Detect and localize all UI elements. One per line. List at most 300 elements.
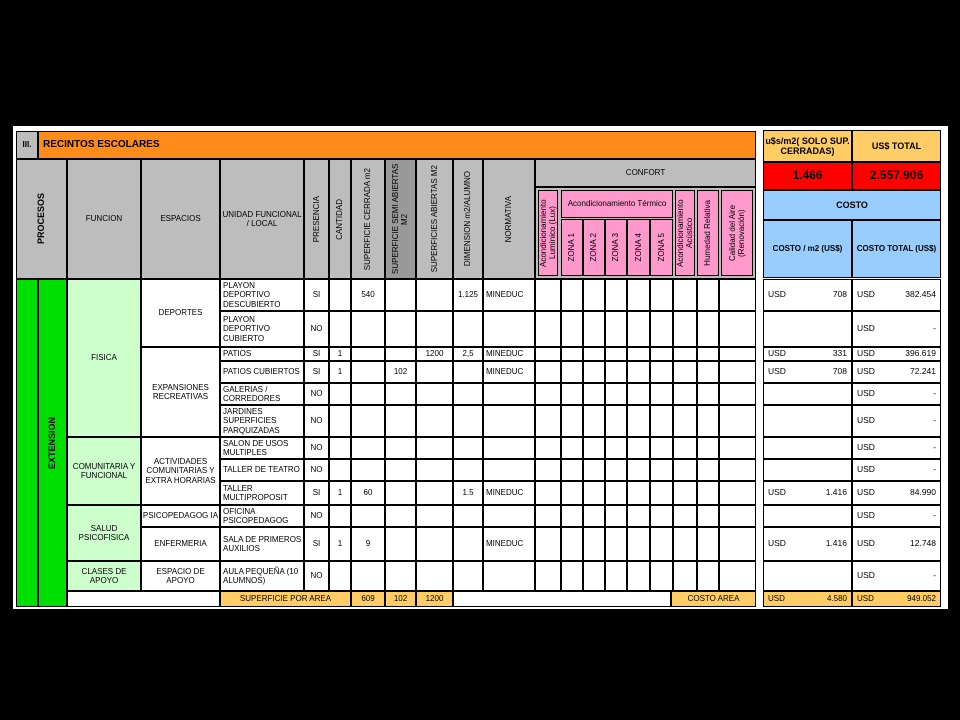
- row-confort-cell: [719, 561, 756, 591]
- row-dimension: [453, 561, 483, 591]
- row-normativa: MINEDUC: [483, 481, 535, 505]
- row-confort-cell: [535, 481, 561, 505]
- row-unidad: TALLER DE TEATRO: [220, 459, 304, 481]
- row-confort-cell: [605, 347, 627, 361]
- header-espacios: ESPACIOS: [141, 159, 220, 279]
- total-value: 2.557.906: [852, 162, 941, 190]
- row-costo-total: -: [882, 505, 941, 527]
- espacio-enfermeria: ENFERMERIA: [141, 527, 220, 561]
- row-confort-cell: [650, 361, 673, 383]
- row-presencia: NO: [304, 405, 329, 437]
- header-cantidad: CANTIDAD: [329, 159, 351, 279]
- row-costo-total: -: [882, 561, 941, 591]
- proceso-label: EXTENSION: [38, 279, 67, 607]
- row-usd-1: [763, 505, 793, 527]
- header-acustico: Acondicionamiento Acústico: [675, 190, 695, 276]
- row-unidad: PATIOS: [220, 347, 304, 361]
- row-sup-abiertas: [416, 459, 453, 481]
- header-zona-1: ZONA 1: [561, 219, 583, 276]
- header-zona-4: ZONA 4: [627, 219, 650, 276]
- row-sup-semi: [385, 527, 416, 561]
- row-usd-1: [763, 561, 793, 591]
- row-confort-cell: [650, 437, 673, 459]
- row-costo-m2: [793, 437, 852, 459]
- totals-semi: 102: [385, 591, 416, 607]
- row-sup-abiertas: [416, 437, 453, 459]
- row-sup-semi: [385, 311, 416, 347]
- row-confort-cell: [719, 481, 756, 505]
- row-presencia: SI: [304, 481, 329, 505]
- row-confort-cell: [697, 311, 719, 347]
- row-confort-cell: [535, 505, 561, 527]
- row-confort-cell: [673, 481, 697, 505]
- header-confort: CONFORT: [535, 159, 756, 187]
- row-confort-cell: [561, 527, 583, 561]
- row-sup-semi: [385, 561, 416, 591]
- row-unidad: SALA DE PRIMEROS AUXILIOS: [220, 527, 304, 561]
- row-confort-cell: [535, 527, 561, 561]
- cost-per-m2-label: u$s/m2( SOLO SUP. CERRADAS): [763, 130, 852, 162]
- row-confort-cell: [719, 361, 756, 383]
- row-confort-cell: [673, 311, 697, 347]
- row-confort-cell: [650, 527, 673, 561]
- row-sup-abiertas: [416, 361, 453, 383]
- row-sup-semi: 102: [385, 361, 416, 383]
- espacio-psicopedagogia: PSICOPEDAGOG IA: [141, 505, 220, 527]
- row-confort-cell: [583, 279, 605, 311]
- row-sup-cerrada: 9: [351, 527, 385, 561]
- header-presencia: PRESENCIA: [304, 159, 329, 279]
- row-costo-total: 12.748: [882, 527, 941, 561]
- row-usd-1: USD: [763, 481, 793, 505]
- row-sup-cerrada: [351, 459, 385, 481]
- header-normativa: NORMATIVA: [483, 159, 535, 279]
- row-usd-1: USD: [763, 361, 793, 383]
- row-confort-cell: [650, 383, 673, 405]
- header-funcion: FUNCION: [67, 159, 141, 279]
- row-confort-cell: [627, 347, 650, 361]
- row-normativa: [483, 437, 535, 459]
- row-usd-2: USD: [852, 505, 882, 527]
- row-confort-cell: [673, 527, 697, 561]
- row-confort-cell: [535, 459, 561, 481]
- row-confort-cell: [605, 361, 627, 383]
- row-costo-total: -: [882, 437, 941, 459]
- row-confort-cell: [583, 361, 605, 383]
- header-zona-2: ZONA 2: [583, 219, 605, 276]
- row-dimension: [453, 405, 483, 437]
- row-dimension: [453, 311, 483, 347]
- row-costo-m2: [793, 405, 852, 437]
- row-sup-abiertas: [416, 383, 453, 405]
- row-confort-cell: [697, 505, 719, 527]
- totals-label: SUPERFICIE POR AREA: [220, 591, 351, 607]
- section-number: III.: [16, 131, 38, 159]
- header-zona-5: ZONA 5: [650, 219, 673, 276]
- row-usd-2: USD: [852, 459, 882, 481]
- row-costo-m2: 1.416: [793, 527, 852, 561]
- row-unidad: AULA PEQUEÑA (10 ALUMNOS): [220, 561, 304, 591]
- row-sup-abiertas: [416, 561, 453, 591]
- funcion-comunitaria: COMUNITARIA Y FUNCIONAL: [67, 437, 141, 505]
- row-confort-cell: [673, 505, 697, 527]
- row-usd-1: [763, 311, 793, 347]
- row-sup-abiertas: [416, 505, 453, 527]
- row-confort-cell: [650, 481, 673, 505]
- row-presencia: NO: [304, 383, 329, 405]
- row-sup-semi: [385, 405, 416, 437]
- row-confort-cell: [673, 347, 697, 361]
- row-confort-cell: [627, 527, 650, 561]
- row-presencia: NO: [304, 505, 329, 527]
- costo-total-header: COSTO TOTAL (US$): [852, 220, 941, 278]
- row-costo-m2: [793, 505, 852, 527]
- row-costo-m2: 708: [793, 279, 852, 311]
- row-confort-cell: [605, 505, 627, 527]
- row-dimension: 1.125: [453, 279, 483, 311]
- row-normativa: [483, 459, 535, 481]
- row-confort-cell: [561, 505, 583, 527]
- row-cantidad: [329, 437, 351, 459]
- row-confort-cell: [535, 361, 561, 383]
- row-confort-cell: [561, 561, 583, 591]
- row-confort-cell: [583, 527, 605, 561]
- header-sup-abiertas: SUPERFICIES ABIERTAS M2: [416, 159, 453, 279]
- row-costo-m2: 708: [793, 361, 852, 383]
- totals-blank: [67, 591, 220, 607]
- row-confort-cell: [583, 459, 605, 481]
- row-cantidad: 1: [329, 527, 351, 561]
- row-confort-cell: [650, 405, 673, 437]
- row-confort-cell: [535, 561, 561, 591]
- row-normativa: [483, 311, 535, 347]
- row-confort-cell: [605, 311, 627, 347]
- totals-costo-label: COSTO AREA: [671, 591, 756, 607]
- row-confort-cell: [719, 405, 756, 437]
- row-confort-cell: [561, 383, 583, 405]
- row-costo-total: -: [882, 459, 941, 481]
- row-sup-semi: [385, 347, 416, 361]
- row-confort-cell: [697, 383, 719, 405]
- row-confort-cell: [627, 437, 650, 459]
- row-confort-cell: [535, 311, 561, 347]
- row-confort-cell: [673, 405, 697, 437]
- row-confort-cell: [583, 311, 605, 347]
- row-presencia: NO: [304, 459, 329, 481]
- row-confort-cell: [673, 437, 697, 459]
- row-confort-cell: [627, 561, 650, 591]
- totals-abiertas: 1200: [416, 591, 453, 607]
- row-confort-cell: [650, 347, 673, 361]
- funcion-clases-apoyo: CLASES DE APOYO: [67, 561, 141, 591]
- row-normativa: [483, 405, 535, 437]
- row-presencia: SI: [304, 347, 329, 361]
- espacio-actividades: ACTIVIDADES COMUNITARIAS Y EXTRA HORARIAS: [141, 437, 220, 505]
- row-sup-cerrada: [351, 505, 385, 527]
- section-title: RECINTOS ESCOLARES: [38, 131, 756, 159]
- row-sup-cerrada: [351, 561, 385, 591]
- row-unidad: JARDINES SUPERFICIES PARQUIZADAS: [220, 405, 304, 437]
- row-confort-cell: [605, 405, 627, 437]
- row-confort-cell: [561, 405, 583, 437]
- row-normativa: [483, 505, 535, 527]
- header-termico: Acondicionamiento Térmico: [561, 190, 673, 218]
- row-confort-cell: [697, 347, 719, 361]
- row-unidad: PLAYON DEPORTIVO CUBIERTO: [220, 311, 304, 347]
- row-confort-cell: [605, 481, 627, 505]
- row-confort-cell: [627, 405, 650, 437]
- row-confort-cell: [673, 459, 697, 481]
- row-cantidad: [329, 279, 351, 311]
- row-costo-total: 84.990: [882, 481, 941, 505]
- row-usd-2: USD: [852, 279, 882, 311]
- row-sup-abiertas: [416, 527, 453, 561]
- row-usd-1: USD: [763, 347, 793, 361]
- row-confort-cell: [650, 311, 673, 347]
- funcion-fisica: FISICA: [67, 279, 141, 437]
- row-confort-cell: [535, 347, 561, 361]
- row-confort-cell: [719, 311, 756, 347]
- row-confort-cell: [627, 383, 650, 405]
- row-unidad: GALERIAS / CORREDORES: [220, 383, 304, 405]
- row-unidad: SALON DE USOS MULTIPLES: [220, 437, 304, 459]
- row-confort-cell: [583, 405, 605, 437]
- row-costo-m2: [793, 459, 852, 481]
- row-confort-cell: [583, 481, 605, 505]
- row-confort-cell: [627, 459, 650, 481]
- row-confort-cell: [673, 361, 697, 383]
- espacio-deportes: DEPORTES: [141, 279, 220, 347]
- row-costo-m2: 1.416: [793, 481, 852, 505]
- row-confort-cell: [627, 505, 650, 527]
- row-cantidad: [329, 561, 351, 591]
- row-cantidad: [329, 383, 351, 405]
- row-normativa: MINEDUC: [483, 347, 535, 361]
- row-presencia: NO: [304, 437, 329, 459]
- header-sup-cerrada: SUPERFICIE CERRADA m2: [351, 159, 385, 279]
- row-costo-total: 72.241: [882, 361, 941, 383]
- row-confort-cell: [719, 527, 756, 561]
- header-humedad: Humedad Relativa: [697, 190, 719, 276]
- row-confort-cell: [535, 437, 561, 459]
- row-costo-total: -: [882, 405, 941, 437]
- row-sup-abiertas: [416, 279, 453, 311]
- row-confort-cell: [650, 279, 673, 311]
- row-dimension: 1.5: [453, 481, 483, 505]
- row-confort-cell: [697, 561, 719, 591]
- row-normativa: MINEDUC: [483, 279, 535, 311]
- totals-usd-1: USD: [763, 591, 793, 607]
- row-presencia: SI: [304, 279, 329, 311]
- espacio-expansiones: EXPANSIONES RECREATIVAS: [141, 347, 220, 437]
- totals-gap: [453, 591, 671, 607]
- funcion-salud: SALUD PSICOFISICA: [67, 505, 141, 561]
- row-usd-1: [763, 437, 793, 459]
- row-confort-cell: [583, 383, 605, 405]
- row-confort-cell: [561, 311, 583, 347]
- row-confort-cell: [697, 459, 719, 481]
- row-confort-cell: [719, 459, 756, 481]
- row-confort-cell: [627, 311, 650, 347]
- row-usd-2: USD: [852, 405, 882, 437]
- row-sup-abiertas: [416, 311, 453, 347]
- totals-usd-2: USD: [852, 591, 882, 607]
- row-sup-cerrada: [351, 347, 385, 361]
- costo-m2-header: COSTO / m2 (US$): [763, 220, 852, 278]
- row-usd-1: [763, 459, 793, 481]
- row-costo-m2: 331: [793, 347, 852, 361]
- row-confort-cell: [697, 481, 719, 505]
- row-sup-cerrada: [351, 405, 385, 437]
- header-zona-3: ZONA 3: [605, 219, 627, 276]
- row-confort-cell: [650, 459, 673, 481]
- row-costo-total: 382.454: [882, 279, 941, 311]
- row-dimension: [453, 527, 483, 561]
- row-confort-cell: [605, 437, 627, 459]
- row-sup-abiertas: 1200: [416, 347, 453, 361]
- row-usd-2: USD: [852, 561, 882, 591]
- row-sup-cerrada: [351, 383, 385, 405]
- row-confort-cell: [673, 279, 697, 311]
- row-dimension: [453, 383, 483, 405]
- row-confort-cell: [561, 459, 583, 481]
- row-confort-cell: [697, 527, 719, 561]
- totals-cerrada: 609: [351, 591, 385, 607]
- header-dimension: DIMENSION m2/ALUMNO: [453, 159, 483, 279]
- row-normativa: [483, 383, 535, 405]
- row-usd-2: USD: [852, 361, 882, 383]
- row-usd-2: USD: [852, 481, 882, 505]
- row-costo-total: 396.619: [882, 347, 941, 361]
- row-cantidad: [329, 311, 351, 347]
- row-confort-cell: [605, 459, 627, 481]
- header-procesos: PROCESOS: [16, 159, 67, 279]
- spreadsheet: [13, 126, 948, 609]
- row-sup-cerrada: [351, 311, 385, 347]
- header-calidad-aire: Calidad del Aire (Renovación): [721, 190, 753, 276]
- row-confort-cell: [535, 405, 561, 437]
- row-unidad: PLAYON DEPORTIVO DESCUBIERTO: [220, 279, 304, 311]
- header-luminico: Acondicionamiento Lumínico (Lux): [538, 190, 558, 276]
- row-confort-cell: [583, 437, 605, 459]
- row-usd-2: USD: [852, 347, 882, 361]
- row-sup-abiertas: [416, 405, 453, 437]
- total-label: US$ TOTAL: [852, 130, 941, 162]
- row-confort-cell: [561, 361, 583, 383]
- row-dimension: 2,5: [453, 347, 483, 361]
- row-usd-1: [763, 405, 793, 437]
- row-dimension: [453, 437, 483, 459]
- row-cantidad: 1: [329, 347, 351, 361]
- row-costo-m2: [793, 383, 852, 405]
- row-usd-1: USD: [763, 279, 793, 311]
- row-confort-cell: [605, 279, 627, 311]
- row-confort-cell: [561, 437, 583, 459]
- row-sup-semi: [385, 481, 416, 505]
- row-sup-semi: [385, 279, 416, 311]
- row-confort-cell: [561, 347, 583, 361]
- row-confort-cell: [605, 527, 627, 561]
- row-confort-cell: [535, 383, 561, 405]
- row-cantidad: [329, 405, 351, 437]
- row-sup-semi: [385, 505, 416, 527]
- row-confort-cell: [719, 347, 756, 361]
- row-dimension: [453, 505, 483, 527]
- row-confort-cell: [719, 383, 756, 405]
- row-usd-2: USD: [852, 527, 882, 561]
- row-presencia: NO: [304, 311, 329, 347]
- header-sup-semi: SUPERFICIE SEMI ABIERTAS M2: [385, 159, 416, 279]
- row-sup-cerrada: 540: [351, 279, 385, 311]
- totals-costo-total: 949.052: [882, 591, 941, 607]
- row-normativa: [483, 561, 535, 591]
- row-confort-cell: [627, 279, 650, 311]
- row-usd-1: USD: [763, 527, 793, 561]
- row-usd-2: USD: [852, 311, 882, 347]
- row-sup-cerrada: [351, 361, 385, 383]
- row-sup-semi: [385, 437, 416, 459]
- row-confort-cell: [719, 505, 756, 527]
- proceso-strip: [16, 279, 38, 607]
- row-confort-cell: [605, 561, 627, 591]
- header-unidad: UNIDAD FUNCIONAL / LOCAL: [220, 159, 304, 279]
- row-presencia: SI: [304, 527, 329, 561]
- row-cantidad: [329, 459, 351, 481]
- row-confort-cell: [627, 361, 650, 383]
- row-presencia: SI: [304, 361, 329, 383]
- row-usd-2: USD: [852, 437, 882, 459]
- row-confort-cell: [697, 437, 719, 459]
- row-cantidad: 1: [329, 481, 351, 505]
- row-presencia: NO: [304, 561, 329, 591]
- row-sup-cerrada: 60: [351, 481, 385, 505]
- row-confort-cell: [697, 361, 719, 383]
- row-sup-semi: [385, 383, 416, 405]
- row-dimension: [453, 361, 483, 383]
- row-confort-cell: [697, 279, 719, 311]
- row-confort-cell: [650, 505, 673, 527]
- row-confort-cell: [561, 279, 583, 311]
- row-confort-cell: [583, 505, 605, 527]
- row-confort-cell: [697, 405, 719, 437]
- row-normativa: MINEDUC: [483, 527, 535, 561]
- row-confort-cell: [605, 383, 627, 405]
- row-costo-total: -: [882, 383, 941, 405]
- row-cantidad: [329, 505, 351, 527]
- totals-costo-m2: 4.580: [793, 591, 852, 607]
- row-dimension: [453, 459, 483, 481]
- row-sup-semi: [385, 459, 416, 481]
- row-normativa: MINEDUC: [483, 361, 535, 383]
- row-confort-cell: [627, 481, 650, 505]
- row-costo-m2: [793, 311, 852, 347]
- row-confort-cell: [673, 383, 697, 405]
- row-confort-cell: [673, 561, 697, 591]
- row-confort-cell: [561, 481, 583, 505]
- row-sup-cerrada: [351, 437, 385, 459]
- row-unidad: TALLER MULTIPROPOSIT: [220, 481, 304, 505]
- row-unidad: OFICINA PSICOPEDAGOG: [220, 505, 304, 527]
- row-costo-m2: [793, 561, 852, 591]
- row-usd-2: USD: [852, 383, 882, 405]
- row-cantidad: 1: [329, 361, 351, 383]
- row-confort-cell: [583, 561, 605, 591]
- cost-per-m2-value: 1.466: [763, 162, 852, 190]
- row-confort-cell: [719, 279, 756, 311]
- row-sup-abiertas: [416, 481, 453, 505]
- row-usd-1: [763, 383, 793, 405]
- row-confort-cell: [583, 347, 605, 361]
